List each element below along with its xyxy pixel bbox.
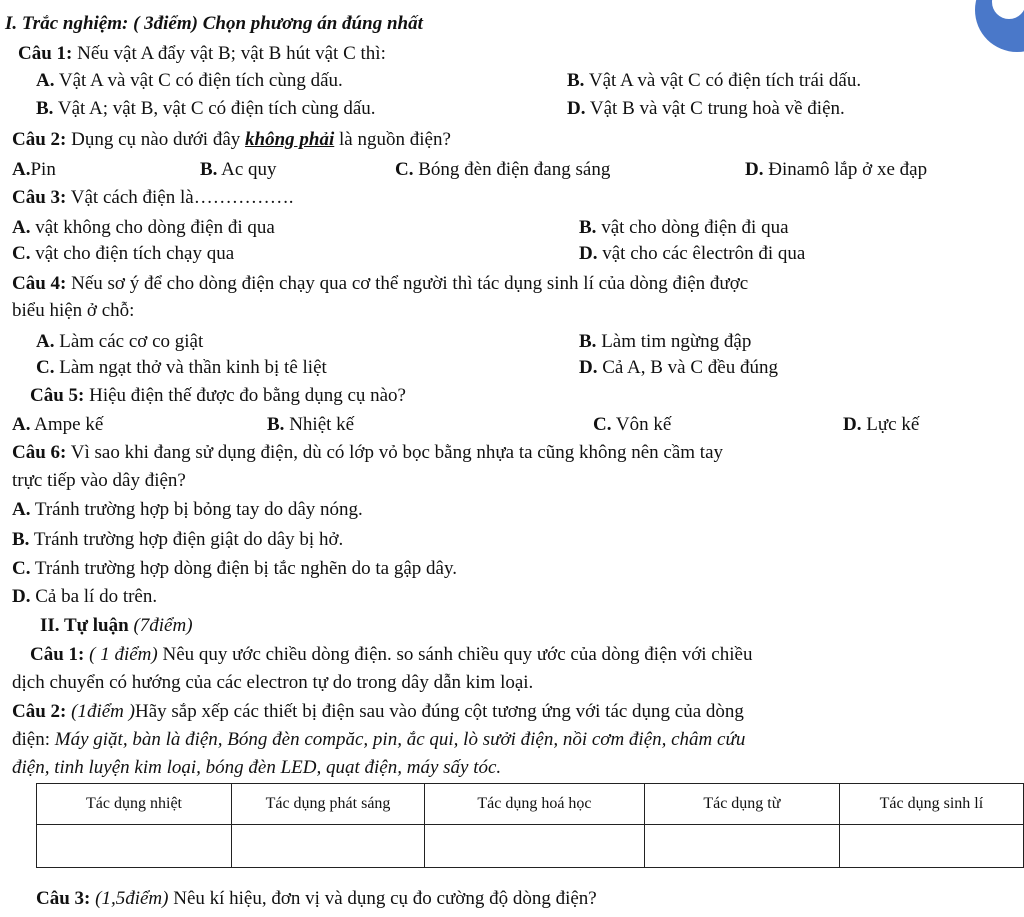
- table-header-row: [37, 784, 1024, 825]
- question-1-option-a: A. Vật A và vật C có điện tích cùng dấu.: [36, 70, 343, 91]
- question-6-option-a: A. Tránh trường hợp bị bỏng tay do dây nóng.: [12, 499, 363, 520]
- question-5: Câu 5: Hiệu điện thế được đo bằng dụng cụ nào?: [30, 385, 406, 406]
- header-physiological-effect: Tác dụng sinh lí: [839, 784, 1023, 825]
- question-3-option-d: D. vật cho các êlectrôn đi qua: [579, 243, 806, 264]
- question-2-emphasis: không phải: [245, 129, 335, 150]
- question-6-line2: trực tiếp vào dây điện?: [12, 470, 186, 491]
- essay-question-1: Câu 1: ( 1 điểm) Nêu quy ước chiều dòng điện. so sánh chiều quy ước của dòng điện với chiều: [30, 644, 753, 665]
- header-heat-effect: Tác dụng nhiệt: [37, 784, 232, 825]
- question-1: [18, 42, 386, 66]
- answer-cell: [839, 825, 1023, 868]
- answer-cell: [425, 825, 645, 868]
- question-3: Câu 3: Vật cách điện là…………….: [12, 187, 294, 208]
- question-6-option-c: C. Tránh trường hợp dòng điện bị tắc nghẽn do ta gập dây.: [12, 558, 458, 579]
- table-answer-row: [37, 825, 1024, 868]
- essay-question-2-line3: điện, tinh luyện kim loại, bóng đèn LED, quạt điện, máy sấy tóc.: [12, 757, 502, 778]
- question-4-option-b: B. Làm tim ngừng đập: [579, 331, 752, 352]
- question-1-option-b: B. Vật A và vật C có điện tích trái dấu.: [567, 70, 862, 91]
- question-6: Câu 6: Vì sao khi đang sử dụng điện, dù có lớp vỏ bọc bằng nhựa ta cũng không nên cầm tay: [12, 442, 724, 463]
- essay-question-2: Câu 2: (1điểm )Hãy sắp xếp các thiết bị điện sau vào đúng cột tương ứng với tác dụng của dòng: [12, 701, 744, 722]
- question-2-option-c: C. Bóng đèn điện đang sáng: [395, 159, 611, 180]
- answer-cell: [644, 825, 839, 868]
- question-5-option-b: B. Nhiệt kế: [267, 414, 355, 435]
- question-4: Câu 4: Nếu sơ ý để cho dòng điện chạy qua cơ thể người thì tác dụng sinh lí của dòng điện được: [12, 273, 749, 294]
- question-5-option-c: C. Vôn kế: [593, 414, 672, 435]
- question-6-option-b: B. Tránh trường hợp điện giật do dây bị hở.: [12, 529, 344, 550]
- question-6-option-d: D. Cả ba lí do trên.: [12, 586, 158, 607]
- question-3-option-c: C. vật cho điện tích chạy qua: [12, 243, 235, 264]
- question-1-option-c: B. Vật A; vật B, vật C có điện tích cùng dấu.: [36, 98, 376, 119]
- answer-cell: [37, 825, 232, 868]
- corner-decoration-circle: [975, 0, 1024, 52]
- question-3-option-b: B. vật cho dòng điện đi qua: [579, 217, 789, 238]
- header-light-effect: Tác dụng phát sáng: [232, 784, 425, 825]
- section1-title: I. Trắc nghiệm: ( 3điểm) Chọn phương án đúng nhất: [5, 13, 423, 34]
- header-magnetic-effect: Tác dụng từ: [644, 784, 839, 825]
- essay-question-2-line2: điện: Máy giặt, bàn là điện, Bóng đèn compăc, pin, ắc qui, lò sưởi điện, nồi cơm điện, châm cứu: [12, 729, 746, 750]
- question-5-option-a: A. Ampe kế: [12, 414, 104, 435]
- answer-cell: [232, 825, 425, 868]
- essay-question-1-line2: dịch chuyển có hướng của các electron tự do trong dây dẫn kim loại.: [12, 672, 534, 693]
- classification-table: [36, 783, 1024, 868]
- question-2-option-b: B. Ac quy: [200, 159, 277, 180]
- question-1-option-d: D. Vật B và vật C trung hoà về điện.: [567, 98, 845, 119]
- question-2-option-a: A.Pin: [12, 159, 56, 180]
- question-5-option-d: D. Lực kế: [843, 414, 920, 435]
- header-chemical-effect: Tác dụng hoá học: [425, 784, 645, 825]
- question-1-label: Câu 1:: [18, 43, 73, 64]
- question-3-option-a: A. vật không cho dòng điện đi qua: [12, 217, 275, 238]
- question-4-line2: biểu hiện ở chỗ:: [12, 300, 135, 321]
- essay-question-3: Câu 3: (1,5điểm) Nêu kí hiệu, đơn vị và dụng cụ đo cường độ dòng điện?: [36, 888, 597, 909]
- section2-title: II. Tự luận (7điểm): [40, 615, 193, 636]
- question-4-option-d: D. Cả A, B và C đều đúng: [579, 357, 778, 378]
- question-4-option-a: A. Làm các cơ co giật: [36, 331, 204, 352]
- question-2-option-d: D. Đinamô lắp ở xe đạp: [745, 159, 928, 180]
- question-2: Câu 2: Dụng cụ nào dưới đây không phải là nguồn điện?: [12, 129, 451, 150]
- question-4-option-c: C. Làm ngạt thở và thần kinh bị tê liệt: [36, 357, 327, 378]
- question-1-text: Nếu vật A đẩy vật B; vật B hút vật C thì:: [72, 43, 386, 64]
